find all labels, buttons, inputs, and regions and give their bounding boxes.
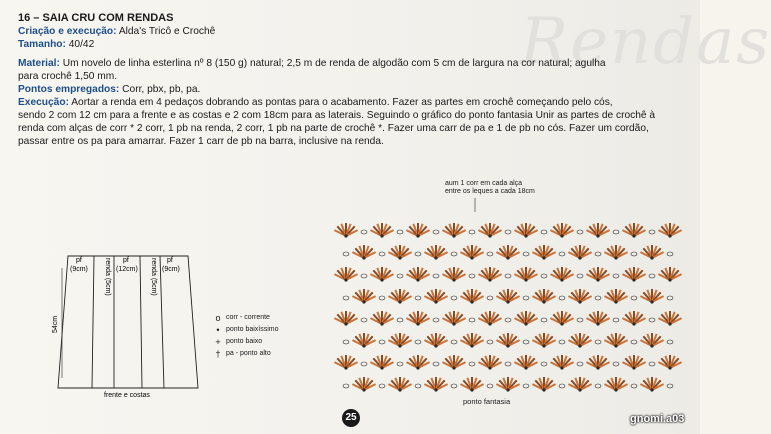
- lace-label-right: renda (5cm): [150, 258, 157, 296]
- fan-motif: [352, 245, 375, 260]
- chain-loop: [613, 274, 619, 278]
- chain-loop: [469, 274, 475, 278]
- schematic-caption: frente e costas: [104, 392, 150, 399]
- fan-motif: [370, 223, 393, 238]
- chain-loop: [469, 362, 475, 366]
- fan-motif: [568, 333, 591, 348]
- panel-size-left: (9cm): [70, 266, 88, 273]
- chain-loop: [649, 230, 655, 234]
- chain-loop: [667, 252, 673, 256]
- fan-motif: [532, 377, 555, 392]
- fan-motif: [460, 245, 483, 260]
- fan-motif: [460, 289, 483, 304]
- chain-loop: [361, 318, 367, 322]
- fan-motif: [334, 311, 357, 326]
- chain-loop: [667, 296, 673, 300]
- chain-loop: [523, 252, 529, 256]
- fan-motif: [640, 289, 663, 304]
- chain-loop: [523, 384, 529, 388]
- stitches-value: Corr, pbx, pb, pa.: [122, 84, 201, 95]
- chain-loop: [379, 296, 385, 300]
- execution-label: Execução:: [18, 97, 69, 108]
- fan-motif: [640, 333, 663, 348]
- fan-motif: [568, 245, 591, 260]
- chain-loop: [631, 340, 637, 344]
- size-value: 40/42: [68, 39, 95, 50]
- fan-motif: [622, 223, 645, 238]
- size-label: Tamanho:: [18, 39, 66, 50]
- chain-loop: [631, 252, 637, 256]
- chain-loop: [559, 296, 565, 300]
- fan-motif: [640, 245, 663, 260]
- material-text-1: Um novelo de linha esterlina nº 8 (150 g) natural; 2,5 m de renda de algodão com 5 cm de largura na cor natural; agulha: [62, 58, 606, 69]
- background-decoration: Rendas: [520, 5, 771, 79]
- chain-stitch-icon: o: [215, 313, 221, 323]
- fan-motif: [496, 245, 519, 260]
- chain-loop: [397, 230, 403, 234]
- crochet-pattern-chart: [320, 210, 690, 394]
- fan-motif: [478, 355, 501, 370]
- chain-loop: [361, 274, 367, 278]
- fan-motif: [622, 267, 645, 282]
- legend-item: o corr - corrente: [210, 312, 279, 324]
- chain-loop: [649, 318, 655, 322]
- chain-loop: [505, 274, 511, 278]
- chain-loop: [469, 318, 475, 322]
- fan-motif: [370, 355, 393, 370]
- fan-motif: [568, 289, 591, 304]
- height-label: 54cm: [52, 315, 59, 333]
- fan-motif: [424, 333, 447, 348]
- fan-motif: [514, 267, 537, 282]
- execution-text-2: sendo 2 com 12 cm para a frente e as costas e 2 com 18cm para as laterais. Seguindo o gráfico do ponto fantasia Unir as partes de crochê à: [18, 110, 656, 121]
- fan-motif: [406, 267, 429, 282]
- chain-loop: [415, 340, 421, 344]
- chain-loop: [613, 318, 619, 322]
- chain-loop: [361, 362, 367, 366]
- fan-motif: [658, 267, 681, 282]
- fan-motif: [442, 223, 465, 238]
- chain-loop: [379, 340, 385, 344]
- chain-loop: [433, 230, 439, 234]
- legend-item: • ponto baixíssimo: [210, 324, 279, 336]
- fan-motif: [604, 377, 627, 392]
- chain-loop: [631, 296, 637, 300]
- fan-motif: [568, 377, 591, 392]
- fan-motif: [352, 289, 375, 304]
- fan-motif: [442, 311, 465, 326]
- fan-motif: [424, 289, 447, 304]
- fan-motif: [460, 333, 483, 348]
- panel-label-center: pf: [123, 257, 129, 264]
- chain-loop: [343, 340, 349, 344]
- fan-motif: [334, 223, 357, 238]
- fan-motif: [604, 245, 627, 260]
- chain-loop: [451, 252, 457, 256]
- chain-loop: [343, 296, 349, 300]
- chain-loop: [487, 340, 493, 344]
- stitches-label: Pontos empregados:: [18, 84, 120, 95]
- legend-item: + ponto baixo: [210, 336, 279, 348]
- chain-loop: [343, 252, 349, 256]
- fan-motif: [532, 245, 555, 260]
- chain-loop: [397, 318, 403, 322]
- chain-loop: [505, 318, 511, 322]
- chain-loop: [415, 252, 421, 256]
- fan-motif: [388, 377, 411, 392]
- fan-motif: [370, 267, 393, 282]
- fan-motif: [532, 289, 555, 304]
- fan-motif: [478, 311, 501, 326]
- fan-motif: [406, 355, 429, 370]
- chain-loop: [505, 362, 511, 366]
- chain-loop: [451, 384, 457, 388]
- chain-loop: [667, 340, 673, 344]
- page-number: 25: [342, 409, 360, 427]
- chain-loop: [505, 230, 511, 234]
- fan-motif: [388, 289, 411, 304]
- chain-loop: [649, 274, 655, 278]
- material-label: Material:: [18, 58, 60, 69]
- fan-motif: [586, 223, 609, 238]
- fan-motif: [550, 223, 573, 238]
- fan-motif: [514, 355, 537, 370]
- fan-motif: [334, 267, 357, 282]
- fan-motif: [370, 311, 393, 326]
- chain-loop: [469, 230, 475, 234]
- fan-motif: [334, 355, 357, 370]
- fan-motif: [478, 223, 501, 238]
- chain-loop: [541, 362, 547, 366]
- chain-loop: [595, 340, 601, 344]
- credit-value: Alda's Tricô e Crochê: [118, 26, 216, 37]
- chain-loop: [487, 384, 493, 388]
- chain-loop: [613, 362, 619, 366]
- fan-motif: [424, 377, 447, 392]
- chain-loop: [577, 362, 583, 366]
- fan-motif: [496, 377, 519, 392]
- chart-caption: ponto fantasia: [463, 397, 511, 406]
- chain-loop: [415, 296, 421, 300]
- chain-loop: [433, 318, 439, 322]
- fan-motif: [442, 355, 465, 370]
- legend-item: † pa - ponto alto: [210, 348, 279, 360]
- chain-loop: [559, 340, 565, 344]
- chain-loop: [397, 274, 403, 278]
- chain-loop: [577, 230, 583, 234]
- fan-motif: [478, 267, 501, 282]
- chain-loop: [559, 384, 565, 388]
- pattern-title: 16 – SAIA CRU COM RENDAS: [18, 12, 174, 24]
- fan-motif: [496, 333, 519, 348]
- fan-motif: [622, 311, 645, 326]
- single-crochet-icon: +: [215, 337, 221, 347]
- chain-loop: [667, 384, 673, 388]
- fan-motif: [352, 333, 375, 348]
- fan-motif: [586, 355, 609, 370]
- panel-size-right: (9cm): [162, 266, 180, 273]
- chain-loop: [487, 296, 493, 300]
- material-text-2: para crochê 1,50 mm.: [18, 71, 118, 82]
- fan-motif: [406, 311, 429, 326]
- chart-top-note: aum 1 corr em cada alça entre os leques a cada 18cm: [445, 180, 535, 195]
- chain-loop: [613, 230, 619, 234]
- chain-loop: [361, 230, 367, 234]
- fan-motif: [586, 267, 609, 282]
- chain-loop: [631, 384, 637, 388]
- fan-motif: [388, 333, 411, 348]
- execution-text-1: Aortar a renda em 4 pedaços dobrando as pontas para o acabamento. Fazer as partes em crochê começando pelo cós,: [71, 97, 613, 108]
- chain-loop: [451, 296, 457, 300]
- chain-loop: [415, 384, 421, 388]
- fan-motif: [514, 311, 537, 326]
- chain-loop: [595, 384, 601, 388]
- chain-loop: [433, 274, 439, 278]
- fan-motif: [604, 289, 627, 304]
- chain-loop: [451, 340, 457, 344]
- fan-motif: [352, 377, 375, 392]
- fan-motif: [550, 267, 573, 282]
- double-crochet-icon: †: [215, 349, 221, 359]
- fan-motif: [514, 223, 537, 238]
- fan-motif: [442, 267, 465, 282]
- chain-loop: [649, 362, 655, 366]
- chain-loop: [433, 362, 439, 366]
- lace-label-left: renda (5cm): [104, 258, 111, 296]
- chain-loop: [577, 274, 583, 278]
- fan-motif: [388, 245, 411, 260]
- fan-motif: [658, 223, 681, 238]
- fan-motif: [550, 311, 573, 326]
- chain-loop: [541, 318, 547, 322]
- execution-text-4: passar entre os pa para amarrar. Fazer 1 carr de pb na barra, inclusive na renda.: [18, 136, 384, 147]
- chain-loop: [523, 296, 529, 300]
- fan-motif: [622, 355, 645, 370]
- fan-motif: [658, 311, 681, 326]
- fan-motif: [550, 355, 573, 370]
- fan-motif: [406, 223, 429, 238]
- chain-loop: [595, 296, 601, 300]
- fan-motif: [640, 377, 663, 392]
- fan-motif: [604, 333, 627, 348]
- fan-motif: [424, 245, 447, 260]
- credit-label: Criação e execução:: [18, 26, 117, 37]
- chain-loop: [379, 384, 385, 388]
- fan-motif: [658, 355, 681, 370]
- fan-motif: [496, 289, 519, 304]
- slip-stitch-icon: •: [216, 325, 220, 335]
- watermark: gnomi.a03: [630, 413, 685, 425]
- chain-loop: [487, 252, 493, 256]
- chain-loop: [379, 252, 385, 256]
- chain-loop: [523, 340, 529, 344]
- fan-motif: [460, 377, 483, 392]
- fan-motif: [532, 333, 555, 348]
- panel-label-right: pf: [167, 257, 173, 264]
- chain-loop: [541, 274, 547, 278]
- chain-loop: [577, 318, 583, 322]
- chain-loop: [559, 252, 565, 256]
- chain-loop: [397, 362, 403, 366]
- chain-loop: [541, 230, 547, 234]
- execution-text-3: renda com alças de corr * 2 corr, 1 pb na renda, 2 corr, 1 pb na parte de crochê *. Fazer uma carr de pa e 1 de pb no cós. Fazer um cordão,: [18, 123, 649, 134]
- chain-loop: [343, 384, 349, 388]
- chain-loop: [595, 252, 601, 256]
- panel-label-left: pf: [76, 257, 82, 264]
- panel-size-center: (12cm): [116, 266, 138, 273]
- fan-motif: [586, 311, 609, 326]
